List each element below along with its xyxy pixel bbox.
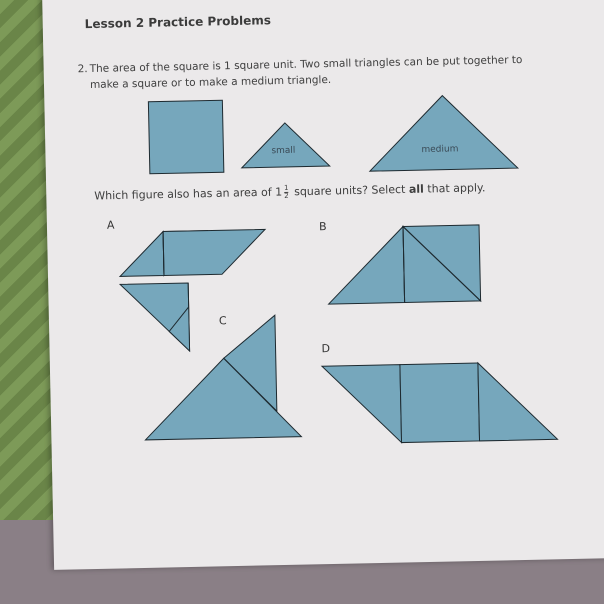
problem-number: 2. bbox=[77, 63, 88, 76]
medium-label: medium bbox=[421, 144, 459, 156]
medium-triangle bbox=[368, 94, 518, 171]
figure-c-piece-1[interactable] bbox=[144, 357, 302, 440]
figure-a-piece-1[interactable] bbox=[119, 232, 164, 277]
figure-b-label: B bbox=[318, 220, 327, 234]
figure-a-piece-4[interactable] bbox=[120, 283, 189, 352]
figure-d-square[interactable] bbox=[400, 363, 480, 443]
unit-square bbox=[148, 100, 223, 174]
fraction-denominator: 2 bbox=[284, 191, 289, 200]
question-before: Which figure also has an area of 1 bbox=[94, 185, 283, 203]
question-after: that apply. bbox=[423, 181, 486, 196]
figure-d-piece-2[interactable] bbox=[478, 361, 558, 441]
workbook-page bbox=[42, 0, 604, 570]
figure-a-piece-3[interactable] bbox=[163, 229, 266, 275]
figures-canvas bbox=[42, 0, 604, 570]
figure-c-label: C bbox=[218, 314, 227, 328]
fraction-numerator: 1 bbox=[284, 183, 289, 192]
figure-d-label: D bbox=[321, 342, 331, 356]
lesson-title: Lesson 2 Practice Problems bbox=[84, 13, 272, 32]
figure-d-piece-1[interactable] bbox=[322, 365, 402, 445]
figure-a-label: A bbox=[106, 218, 115, 232]
question-middle: square units? Select bbox=[290, 182, 410, 199]
problem-text: The area of the square is 1 square unit. Two small triangles can be put together to make a square or to make a medium triangle. bbox=[89, 53, 523, 92]
question-bold: all bbox=[408, 182, 424, 196]
figure-b-piece-1[interactable] bbox=[327, 226, 405, 304]
small-label: small bbox=[271, 145, 296, 157]
